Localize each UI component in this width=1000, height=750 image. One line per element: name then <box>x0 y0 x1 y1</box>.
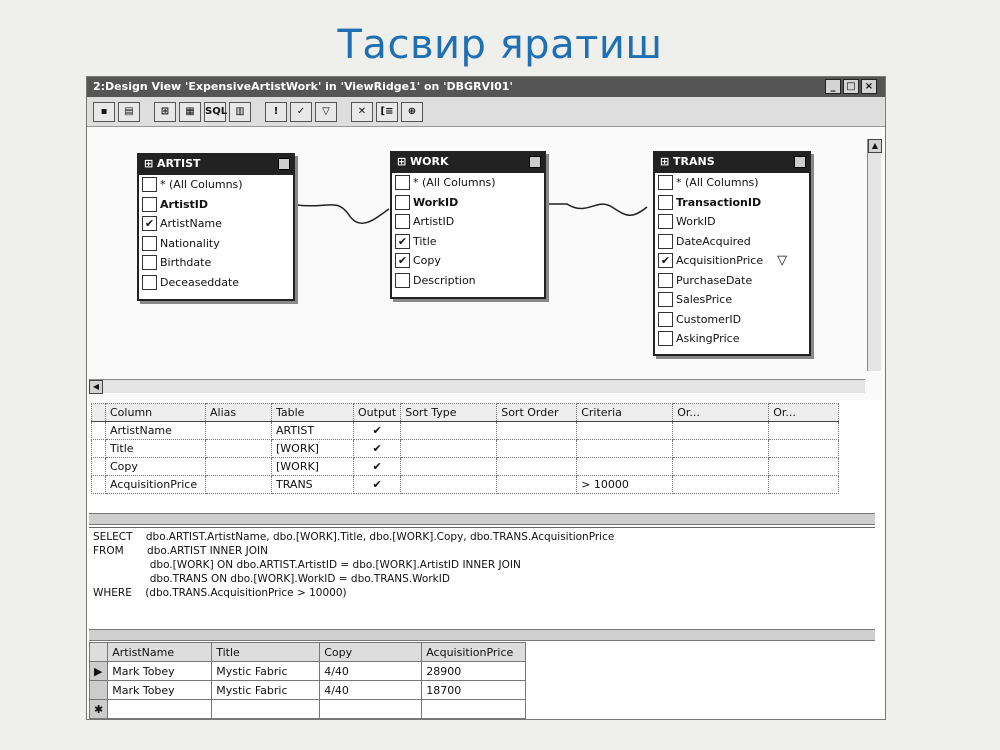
grid-horizontal-scrollbar[interactable] <box>89 513 875 525</box>
column-checkbox[interactable] <box>658 234 673 249</box>
column-label: * (All Columns) <box>160 178 243 192</box>
column-checkbox[interactable] <box>142 197 157 212</box>
grid-cell[interactable] <box>401 458 497 476</box>
column-label: PurchaseDate <box>676 273 753 287</box>
grid-cell[interactable] <box>497 422 577 440</box>
diagram-pane-icon[interactable]: ⊞ <box>154 102 176 122</box>
result-cell[interactable]: Mark Tobey <box>108 662 212 681</box>
window-titlebar[interactable] <box>87 77 886 97</box>
new-result-row[interactable] <box>90 700 526 719</box>
current-row-marker[interactable]: ▶ <box>90 662 108 681</box>
trans-table-header[interactable] <box>655 153 809 173</box>
table-column-row[interactable] <box>139 234 293 254</box>
result-cell[interactable]: 4/40 <box>320 681 422 700</box>
grid-column-header[interactable]: Sort Order <box>497 404 577 422</box>
trans-columns <box>655 173 809 349</box>
diagram-horizontal-scrollbar[interactable] <box>89 379 865 393</box>
scroll-left-icon[interactable]: ◀ <box>89 380 103 394</box>
column-label: WorkID <box>413 195 459 209</box>
table-column-row[interactable] <box>392 251 544 271</box>
results-header[interactable]: Copy <box>320 643 422 662</box>
column-label: * (All Columns) <box>676 176 759 190</box>
grid-cell[interactable]: ✔ <box>354 422 401 440</box>
grid-column-header[interactable]: Sort Type <box>401 404 497 422</box>
row-selector-header <box>92 404 106 422</box>
grid-column-header[interactable]: Criteria <box>577 404 673 422</box>
grid-cell[interactable] <box>769 458 839 476</box>
column-checkbox[interactable] <box>395 195 410 210</box>
column-label: * (All Columns) <box>413 176 496 190</box>
table-column-row[interactable] <box>655 290 809 310</box>
sql-pane[interactable] <box>89 527 875 635</box>
column-label: Birthdate <box>160 256 212 270</box>
table-column-row[interactable] <box>139 195 293 215</box>
column-checkbox[interactable] <box>142 236 157 251</box>
grid-cell[interactable] <box>673 440 769 458</box>
column-label: Description <box>413 273 476 287</box>
result-cell[interactable]: Mystic Fabric <box>212 681 320 700</box>
results-header[interactable]: AcquisitionPrice <box>422 643 526 662</box>
grid-column-header[interactable]: Column <box>106 404 206 422</box>
sql-line[interactable]: dbo.TRANS ON dbo.[WORK].WorkID = dbo.TRANS.WorkID <box>93 573 450 585</box>
grid-cell[interactable] <box>769 476 839 494</box>
grid-pane-icon[interactable]: ▦ <box>179 102 201 122</box>
sql-line[interactable]: FROM dbo.ARTIST INNER JOIN <box>93 545 268 557</box>
diagram-vertical-scrollbar[interactable] <box>867 139 881 371</box>
table-column-row[interactable] <box>655 310 809 330</box>
grid-cell[interactable] <box>206 422 272 440</box>
trans-table-box[interactable] <box>653 151 811 356</box>
grid-cell[interactable] <box>401 476 497 494</box>
column-checkbox[interactable] <box>658 175 673 190</box>
table-column-row[interactable] <box>655 232 809 252</box>
table-column-row[interactable] <box>655 212 809 232</box>
verify-sql-icon[interactable]: ✓ <box>290 102 312 122</box>
grid-row[interactable] <box>92 422 839 440</box>
grid-cell[interactable] <box>497 476 577 494</box>
sql-line[interactable]: dbo.[WORK] ON dbo.ARTIST.ArtistID = dbo.[WORK].ArtistID INNER JOIN <box>93 559 521 571</box>
diagram-pane <box>87 127 886 400</box>
toolbar <box>87 97 886 127</box>
grid-cell[interactable] <box>401 422 497 440</box>
column-checkbox[interactable] <box>395 175 410 190</box>
grid-cell[interactable]: ✔ <box>354 476 401 494</box>
work-table-header[interactable] <box>392 153 544 173</box>
column-label: CustomerID <box>676 312 742 326</box>
grid-cell[interactable] <box>577 440 673 458</box>
grid-cell[interactable] <box>769 422 839 440</box>
table-column-row[interactable] <box>139 253 293 273</box>
grid-cell[interactable]: ARTIST <box>272 422 354 440</box>
column-checkbox[interactable] <box>658 195 673 210</box>
column-label: Nationality <box>160 236 220 250</box>
column-checkbox[interactable] <box>658 312 673 327</box>
column-label: Copy <box>413 254 441 268</box>
column-checkbox[interactable] <box>142 177 157 192</box>
scroll-up-icon[interactable]: ▲ <box>868 139 882 153</box>
add-table-icon[interactable]: ⊕ <box>401 102 423 122</box>
grid-cell[interactable]: ✔ <box>354 458 401 476</box>
artist-table-header[interactable] <box>139 155 293 175</box>
maximize-button[interactable]: □ <box>843 79 859 94</box>
column-checkbox[interactable]: ✔ <box>395 253 410 268</box>
row-selector[interactable] <box>92 458 106 476</box>
grid-cell[interactable]: > 10000 <box>577 476 673 494</box>
sql-line[interactable]: WHERE (dbo.TRANS.AcquisitionPrice > 10000) <box>93 587 347 599</box>
table-column-row[interactable] <box>392 193 544 213</box>
column-checkbox[interactable]: ✔ <box>142 216 157 231</box>
grid-cell[interactable] <box>577 422 673 440</box>
results-pane-icon[interactable]: ▥ <box>229 102 251 122</box>
sql-pane-button[interactable]: SQL <box>204 102 226 122</box>
sql-line[interactable]: SELECT dbo.ARTIST.ArtistName, dbo.[WORK].Title, dbo.[WORK].Copy, dbo.TRANS.AcquisitionPrice <box>93 531 615 543</box>
table-column-row[interactable] <box>655 271 809 291</box>
result-row[interactable] <box>90 681 526 700</box>
grid-column-header[interactable]: Output <box>354 404 401 422</box>
table-column-row[interactable] <box>139 273 293 293</box>
save-icon[interactable]: ▪ <box>93 102 115 122</box>
run-button[interactable]: ! <box>265 102 287 122</box>
table-column-row[interactable] <box>139 214 293 234</box>
artist-columns <box>139 175 293 292</box>
table-column-row[interactable] <box>392 173 544 193</box>
grid-cell[interactable] <box>673 422 769 440</box>
grid-cell[interactable]: Copy <box>106 458 206 476</box>
grid-cell[interactable]: TRANS <box>272 476 354 494</box>
column-checkbox[interactable] <box>658 214 673 229</box>
result-cell[interactable]: Mystic Fabric <box>212 662 320 681</box>
column-checkbox[interactable] <box>658 292 673 307</box>
window-controls <box>825 79 877 94</box>
column-checkbox[interactable] <box>395 273 410 288</box>
artist-table-box[interactable] <box>137 153 295 301</box>
minimize-button[interactable]: _ <box>825 79 841 94</box>
row-selector[interactable] <box>92 476 106 494</box>
column-label: DateAcquired <box>676 234 751 248</box>
column-label: ArtistID <box>413 215 455 229</box>
grid-cell[interactable] <box>401 440 497 458</box>
table-grid-icon: ⊞ <box>397 155 411 168</box>
query-designer-window <box>86 76 886 720</box>
table-column-row[interactable] <box>392 232 544 252</box>
artist-table-name: ARTIST <box>157 157 201 170</box>
grid-cell[interactable]: ArtistName <box>106 422 206 440</box>
column-label: ArtistID <box>160 197 208 211</box>
remove-filter-icon[interactable]: ✕ <box>351 102 373 122</box>
grid-cell[interactable]: ✔ <box>354 440 401 458</box>
grid-column-header[interactable]: Or... <box>673 404 769 422</box>
minimize-icon[interactable] <box>529 156 541 168</box>
results-header[interactable]: ArtistName <box>108 643 212 662</box>
table-column-row[interactable] <box>655 193 809 213</box>
filter-icon[interactable]: ▽ <box>315 102 337 122</box>
column-checkbox[interactable] <box>658 273 673 288</box>
grid-cell[interactable]: [WORK] <box>272 440 354 458</box>
column-label: AcquisitionPrice <box>676 254 764 268</box>
column-label: AskingPrice <box>676 332 740 346</box>
table-column-row[interactable] <box>655 251 809 271</box>
grid-cell[interactable] <box>497 440 577 458</box>
properties-icon[interactable]: ▤ <box>118 102 140 122</box>
close-button[interactable]: × <box>861 79 877 94</box>
column-checkbox[interactable] <box>658 331 673 346</box>
grid-cell[interactable] <box>769 440 839 458</box>
column-label: ArtistName <box>160 217 222 231</box>
trans-table-name: TRANS <box>673 155 715 168</box>
column-checkbox[interactable]: ✔ <box>658 253 673 268</box>
column-label: Deceaseddate <box>160 275 240 289</box>
table-column-row[interactable] <box>139 175 293 195</box>
grid-cell[interactable]: Title <box>106 440 206 458</box>
work-table-name: WORK <box>410 155 449 168</box>
work-columns <box>392 173 544 290</box>
row-selector[interactable] <box>90 681 108 700</box>
new-row-marker[interactable]: ✱ <box>90 700 108 719</box>
grid-column-header[interactable]: Alias <box>206 404 272 422</box>
result-cell[interactable]: Mark Tobey <box>108 681 212 700</box>
column-checkbox[interactable] <box>395 214 410 229</box>
results-header[interactable]: Title <box>212 643 320 662</box>
result-cell[interactable]: 4/40 <box>320 662 422 681</box>
work-table-box[interactable] <box>390 151 546 299</box>
result-cell[interactable]: 28900 <box>422 662 526 681</box>
column-checkbox[interactable] <box>142 255 157 270</box>
minimize-icon[interactable] <box>794 156 806 168</box>
column-label: Title <box>413 234 437 248</box>
row-selector[interactable] <box>92 422 106 440</box>
grid-cell[interactable] <box>206 458 272 476</box>
column-label: TransactionID <box>676 195 762 209</box>
grid-column-header[interactable]: Or... <box>769 404 839 422</box>
group-by-icon[interactable]: [≡ <box>376 102 398 122</box>
window-title: 2:Design View 'ExpensiveArtistWork' in 'ViewRidge1' on 'DBGRVI01' <box>93 80 513 93</box>
grid-cell[interactable] <box>673 458 769 476</box>
table-column-row[interactable] <box>392 212 544 232</box>
grid-cell[interactable]: AcquisitionPrice <box>106 476 206 494</box>
column-label: WorkID <box>676 215 716 229</box>
column-checkbox[interactable] <box>142 275 157 290</box>
row-selector-header <box>90 643 108 662</box>
column-checkbox[interactable]: ✔ <box>395 234 410 249</box>
grid-cell[interactable] <box>206 476 272 494</box>
column-label: SalesPrice <box>676 293 733 307</box>
grid-cell[interactable] <box>206 440 272 458</box>
grid-column-header[interactable]: Table <box>272 404 354 422</box>
slide-title: Тасвир яратиш <box>337 22 663 68</box>
grid-row[interactable] <box>92 476 839 494</box>
result-cell[interactable]: 18700 <box>422 681 526 700</box>
grid-cell[interactable] <box>673 476 769 494</box>
table-column-row[interactable] <box>655 173 809 193</box>
table-grid-icon: ⊞ <box>144 157 158 170</box>
criteria-grid <box>91 403 871 519</box>
grid-cell[interactable] <box>577 458 673 476</box>
grid-cell[interactable] <box>497 458 577 476</box>
table-column-row[interactable] <box>392 271 544 291</box>
results-pane <box>89 642 875 720</box>
table-column-row[interactable] <box>655 329 809 349</box>
table-grid-icon: ⊞ <box>660 155 674 168</box>
result-row[interactable] <box>90 662 526 681</box>
row-selector[interactable] <box>92 440 106 458</box>
minimize-icon[interactable] <box>278 158 290 170</box>
grid-cell[interactable]: [WORK] <box>272 458 354 476</box>
grid-row[interactable] <box>92 458 839 476</box>
funnel-icon: ▽ <box>777 253 788 269</box>
sql-horizontal-scrollbar[interactable] <box>89 629 875 641</box>
grid-row[interactable] <box>92 440 839 458</box>
